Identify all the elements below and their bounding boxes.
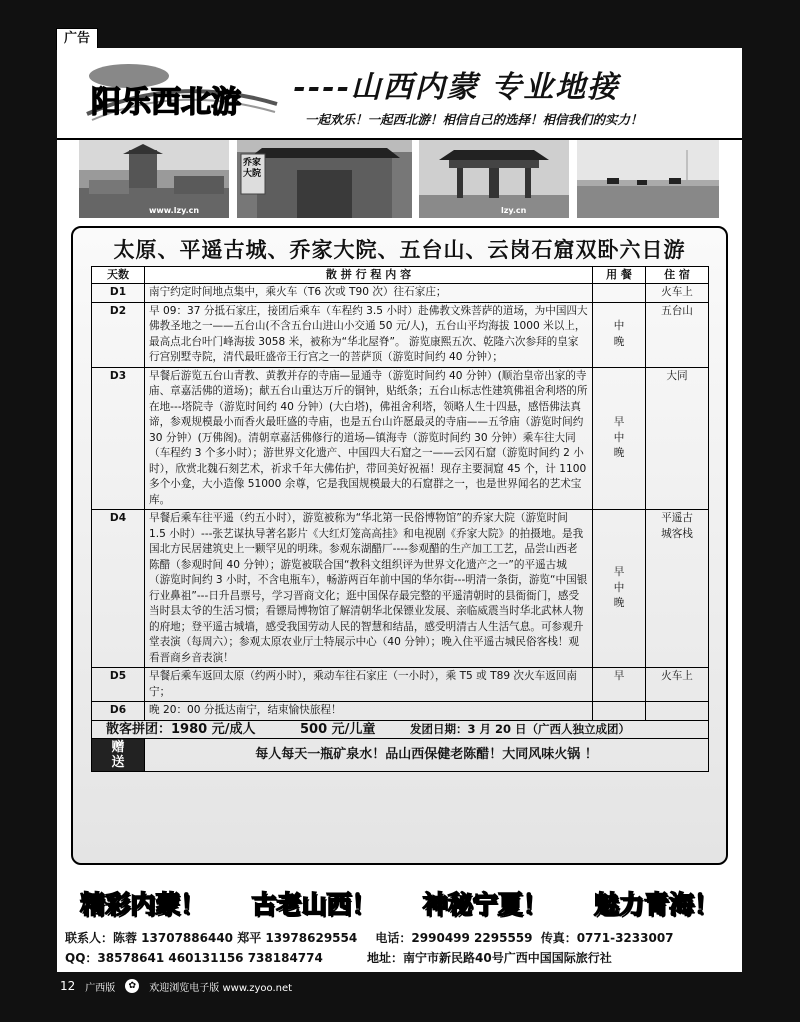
courtyard-photo: [237, 140, 412, 218]
col-day: 天数: [92, 267, 145, 284]
day-label: D1: [92, 284, 145, 303]
table-row: [92, 284, 709, 303]
day-meals: 早 中 晚: [593, 510, 646, 668]
table-row: [92, 510, 709, 668]
contact-people: 联系人：陈蓉 13707886440 郑平 13978629554: [65, 931, 358, 945]
day-lodging: 大同: [646, 367, 709, 510]
page-number: 12: [60, 979, 76, 993]
day-description: 早餐后乘车返回太原（约两小时），乘动车往石家庄（一小时），乘 T5 或 T89 次火车返回南宁；: [145, 668, 593, 702]
advert-page: [57, 48, 742, 972]
day-meals: [593, 702, 646, 721]
company-logo: [77, 54, 282, 130]
ad-label: 广告: [56, 28, 98, 50]
gift-label: 赠 送: [92, 739, 145, 772]
contact-qq: QQ：38578641 460131156 738184774: [65, 951, 323, 965]
price-row: [92, 720, 709, 739]
day-meals: 早 中 晚: [593, 367, 646, 510]
headline: ----山西内蒙 专业地接: [293, 70, 620, 105]
day-label: D4: [92, 510, 145, 668]
tour-title: 太原、平遥古城、乔家大院、五台山、云岗石窟双卧六日游: [113, 238, 686, 262]
contact-phone: 电话：2990499 2295559: [375, 931, 533, 945]
itinerary-table: [91, 266, 709, 772]
table-row: [92, 702, 709, 721]
photo-caption: www.lzy.cn: [149, 206, 200, 215]
day-lodging: [646, 702, 709, 721]
day-description: 南宁约定时间地点集中，乘火车（T6 次或 T90 次）往石家庄；: [145, 284, 593, 303]
day-meals: [593, 284, 646, 303]
day-description: 晚 20：00 分抵达南宁，结束愉快旅程！: [145, 702, 593, 721]
day-label: D6: [92, 702, 145, 721]
edition-label: 广西版: [85, 982, 116, 994]
table-header-row: [92, 267, 709, 284]
col-meal: 用 餐: [593, 267, 646, 284]
day-meals: 中 晚: [593, 302, 646, 367]
header: [57, 48, 742, 140]
logo-text: 阳乐西北游: [91, 85, 241, 120]
tagline-ningxia: 神秘宁夏！: [422, 890, 548, 919]
day-label: D5: [92, 668, 145, 702]
day-lodging: 平遥古 城客栈: [646, 510, 709, 668]
day-description: 早 09：37 分抵石家庄，接团后乘车（车程约 3.5 小时）赴佛教文殊菩萨的道场，为中国四大佛教圣地之一——五台山(不含五台山进山小交通 50 元/人)，五台山平均海拔 1000 米以上，最高点北台叶门峰海拔 3058 米，被称为“华北屋脊”。 游览康熙五次、乾隆六次参拜的皇家行宫别墅寺院，清代最旺盛帝王行宫之一的菩萨顶（游览时间约 40 分钟）；: [145, 302, 593, 367]
grassland-photo: [577, 140, 719, 218]
col-stay: 住 宿: [646, 267, 709, 284]
contact-address: 地址：南宁市新民路40号广西中国国际旅行社: [367, 951, 612, 965]
day-description: 早餐后乘车往平遥（约五小时），游览被称为“华北第一民俗博物馆”的乔家大院（游览时间 1.5 小时）---张艺谋执导著名影片《大红灯笼高高挂》和电视剧《乔家大院》的拍摄地。是我国北方民居建筑史上一颗罕见的明珠。参观东湖醋厂----参观醋的生产加工工艺，品尝山西老陈醋（参观时间 40 分钟）；游览被联合国“教科文组织评为世界文化遗产之一”的平遥古城（游览时间约 3 小时，不含电瓶车），畅游两百年前中国的华尔街---明清一条街，游览“中国银行业鼻祖”---日升昌票号，学习晋商文化；逛中国保存最完整的平遥清朝时的县衙衙门，感受当时县太爷的生活习惯；看镖局博物馆了解清朝华北保镖业发展、亲临威震当时华北武林人物的府地；登平遥古城墙，感受我国劳动人民的智慧和结晶，感受明清古人生活气息。可参观升堂表演（每周六）；参观太原农业厅土特展示中心（40 分钟）；晚入住平遥古城民俗客栈！观看晋商乡音表演！: [145, 510, 593, 668]
gate-photo: [419, 140, 569, 218]
col-desc: 散 拼 行 程 内 容: [145, 267, 593, 284]
itinerary-panel: [71, 226, 728, 865]
tagline-qinghai: 魅力青海！: [593, 890, 719, 919]
adult-price: 散客拼团：1980 元/成人: [106, 721, 256, 737]
day-lodging: 火车上: [646, 284, 709, 303]
gift-text: 每人每天一瓶矿泉水！品山西保健老陈醋！大同风味火锅 ！: [145, 739, 709, 772]
page-footer: [60, 976, 740, 996]
photo-caption: 乔家大院: [243, 158, 262, 179]
tagline-bar: [57, 881, 742, 925]
day-lodging: 火车上: [646, 668, 709, 702]
slogan: 一起欢乐！一起西北游！相信自己的选择！相信我们的实力！: [305, 112, 643, 127]
departure-date: 发团日期：3 月 20 日（广西人独立成团）: [409, 721, 630, 736]
contact-fax: 传真：0771-3233007: [540, 931, 674, 945]
price-info: [92, 720, 709, 739]
photo-strip: [79, 140, 719, 218]
day-label: D3: [92, 367, 145, 510]
tagline-shanxi: 古老山西！: [251, 890, 377, 919]
day-lodging: 五台山: [646, 302, 709, 367]
website-link[interactable]: 欢迎浏览电子版 www.zyoo.net: [149, 982, 293, 994]
gift-row: [92, 739, 709, 772]
table-row: [92, 302, 709, 367]
temple-photo: [79, 140, 229, 218]
table-row: [92, 367, 709, 510]
day-description: 早餐后游览五台山青教、黄教并存的寺庙—显通寺（游览时间约 40 分钟）(顺治皇帝出家的寺庙、章嘉活佛的道场)；献五台山重达万斤的铜钟，贴纸条；五台山标志性建筑佛祖舍利塔的所在地---塔院寺（游览时间约 40 分钟）(大白塔)，佛祖舍利塔，领略人生十四悬，感悟佛法真谛，参观规模最小而香火最旺盛的寺庙，也是五台山许愿最灵的寺庙——五爷庙（游览时间约 30 分钟）(万佛阁)。清朝章嘉活佛修行的道场—镇海寺（游览时间约 30 分钟）乘车往大同（车程约 3 个多小时）；游世界文化遗产、中国四大石窟之一——云冈石窟（游览时间约 2 小时），欣赏北魏石刻艺术，祈求千年大佛佑护，带回美好祝福！现存主要洞窟 45 个，计 1100 多个小龛，大小造像 51000 余尊，它是我国规模最大的石窟群之一，也是世界闻名的艺术宝库。: [145, 367, 593, 510]
contact-block: [65, 928, 737, 968]
brand-emblem-icon: ✿: [125, 979, 139, 993]
child-price: 500 元/儿童: [300, 721, 376, 737]
day-meals: 早: [593, 668, 646, 702]
tagline-inner-mongolia: 精彩内蒙！: [80, 890, 206, 919]
table-row: [92, 668, 709, 702]
photo-caption: lzy.cn: [501, 206, 527, 215]
day-label: D2: [92, 302, 145, 367]
